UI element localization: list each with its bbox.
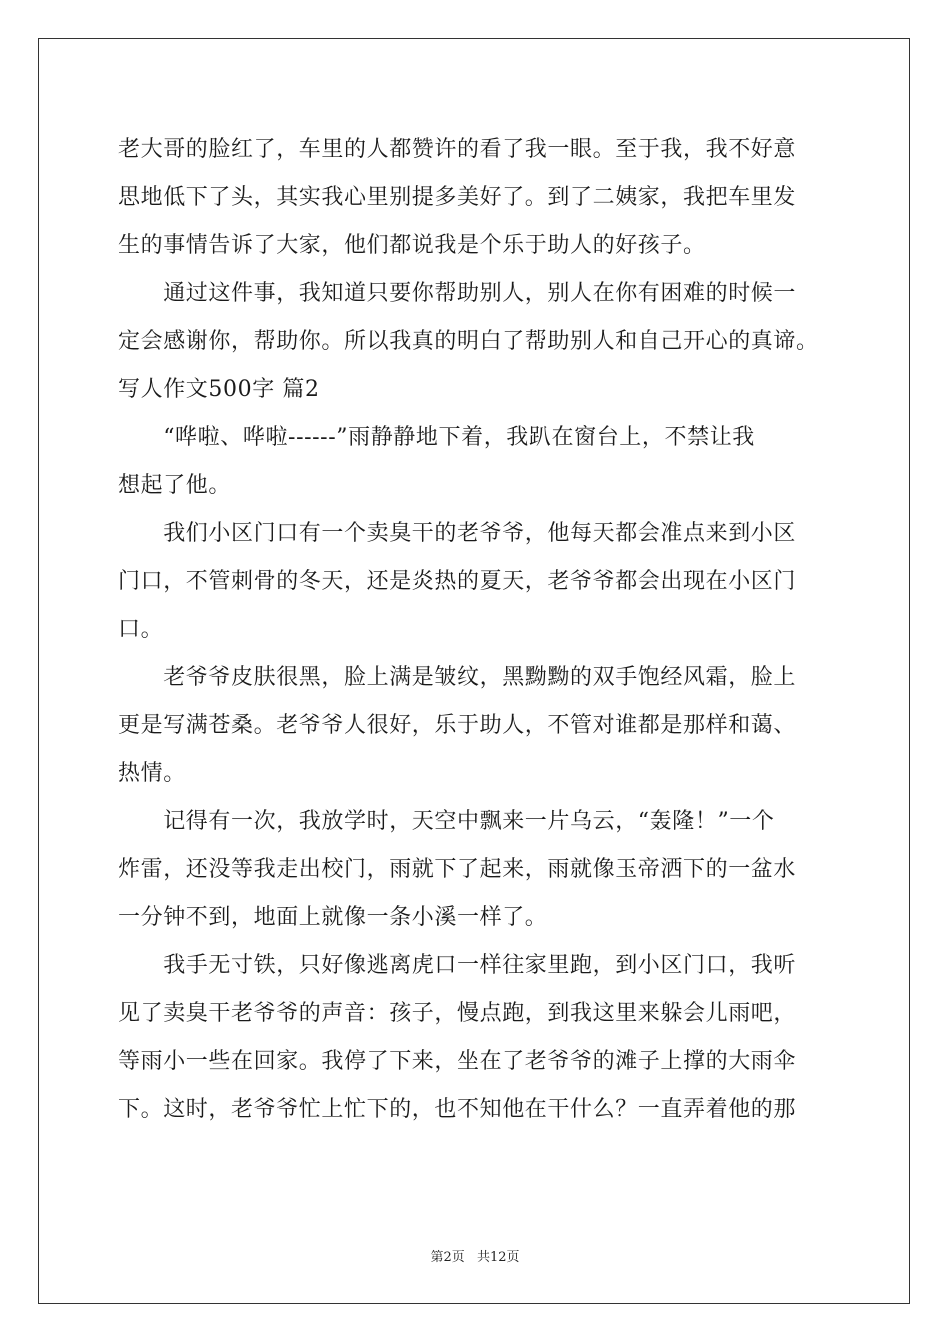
document-body	[118, 126, 848, 1134]
text-line: 想起了他。	[118, 473, 232, 498]
text-line: 门口，不管刺骨的冬天，还是炎热的夏天，老爷爷都会出现在小区门	[118, 569, 797, 594]
text-line: 通过这件事，我知道只要你帮助别人，别人在你有困难的时候一	[118, 281, 797, 306]
text-line: 一分钟不到，地面上就像一条小溪一样了。	[118, 905, 548, 930]
page-footer	[0, 1246, 950, 1265]
text-line: 我们小区门口有一个卖臭干的老爷爷，他每天都会准点来到小区	[118, 521, 797, 546]
text-line: 我手无寸铁，只好像逃离虎口一样往家里跑，到小区门口，我听	[118, 953, 797, 978]
text-line: 老大哥的脸红了，车里的人都赞许的看了我一眼。至于我，我不好意	[118, 137, 797, 162]
text-line: 更是写满苍桑。老爷爷人很好，乐于助人，不管对谁都是那样和蔼、	[118, 713, 797, 738]
page-number: 第2页	[430, 1250, 465, 1265]
text-line: 思地低下了头，其实我心里别提多美好了。到了二姨家，我把车里发	[118, 185, 797, 210]
text-line: 记得有一次，我放学时，天空中飘来一片乌云，“轰隆！”一个	[118, 809, 775, 834]
text-line: 下。这时，老爷爷忙上忙下的，也不知他在干什么？一直弄着他的那	[118, 1097, 797, 1122]
section-heading: 写人作文500字 篇2	[118, 377, 320, 402]
text-line: “哗啦、哗啦------”雨静静地下着，我趴在窗台上，不禁让我	[118, 425, 755, 450]
text-line: 定会感谢你，帮助你。所以我真的明白了帮助别人和自己开心的真谛。	[118, 329, 819, 354]
text-line: 等雨小一些在回家。我停了下来，坐在了老爷爷的滩子上撑的大雨伞	[118, 1049, 797, 1074]
text-line: 见了卖臭干老爷爷的声音：孩子，慢点跑，到我这里来躲会儿雨吧，	[118, 1001, 797, 1026]
text-line: 口。	[118, 617, 164, 642]
text-line: 老爷爷皮肤很黑，脸上满是皱纹，黑黝黝的双手饱经风霜，脸上	[118, 665, 797, 690]
page-total: 共12页	[476, 1250, 520, 1265]
text-line: 热情。	[118, 761, 186, 786]
text-line: 炸雷，还没等我走出校门，雨就下了起来，雨就像玉帝洒下的一盆水	[118, 857, 797, 882]
text-line: 生的事情告诉了大家，他们都说我是个乐于助人的好孩子。	[118, 233, 706, 258]
